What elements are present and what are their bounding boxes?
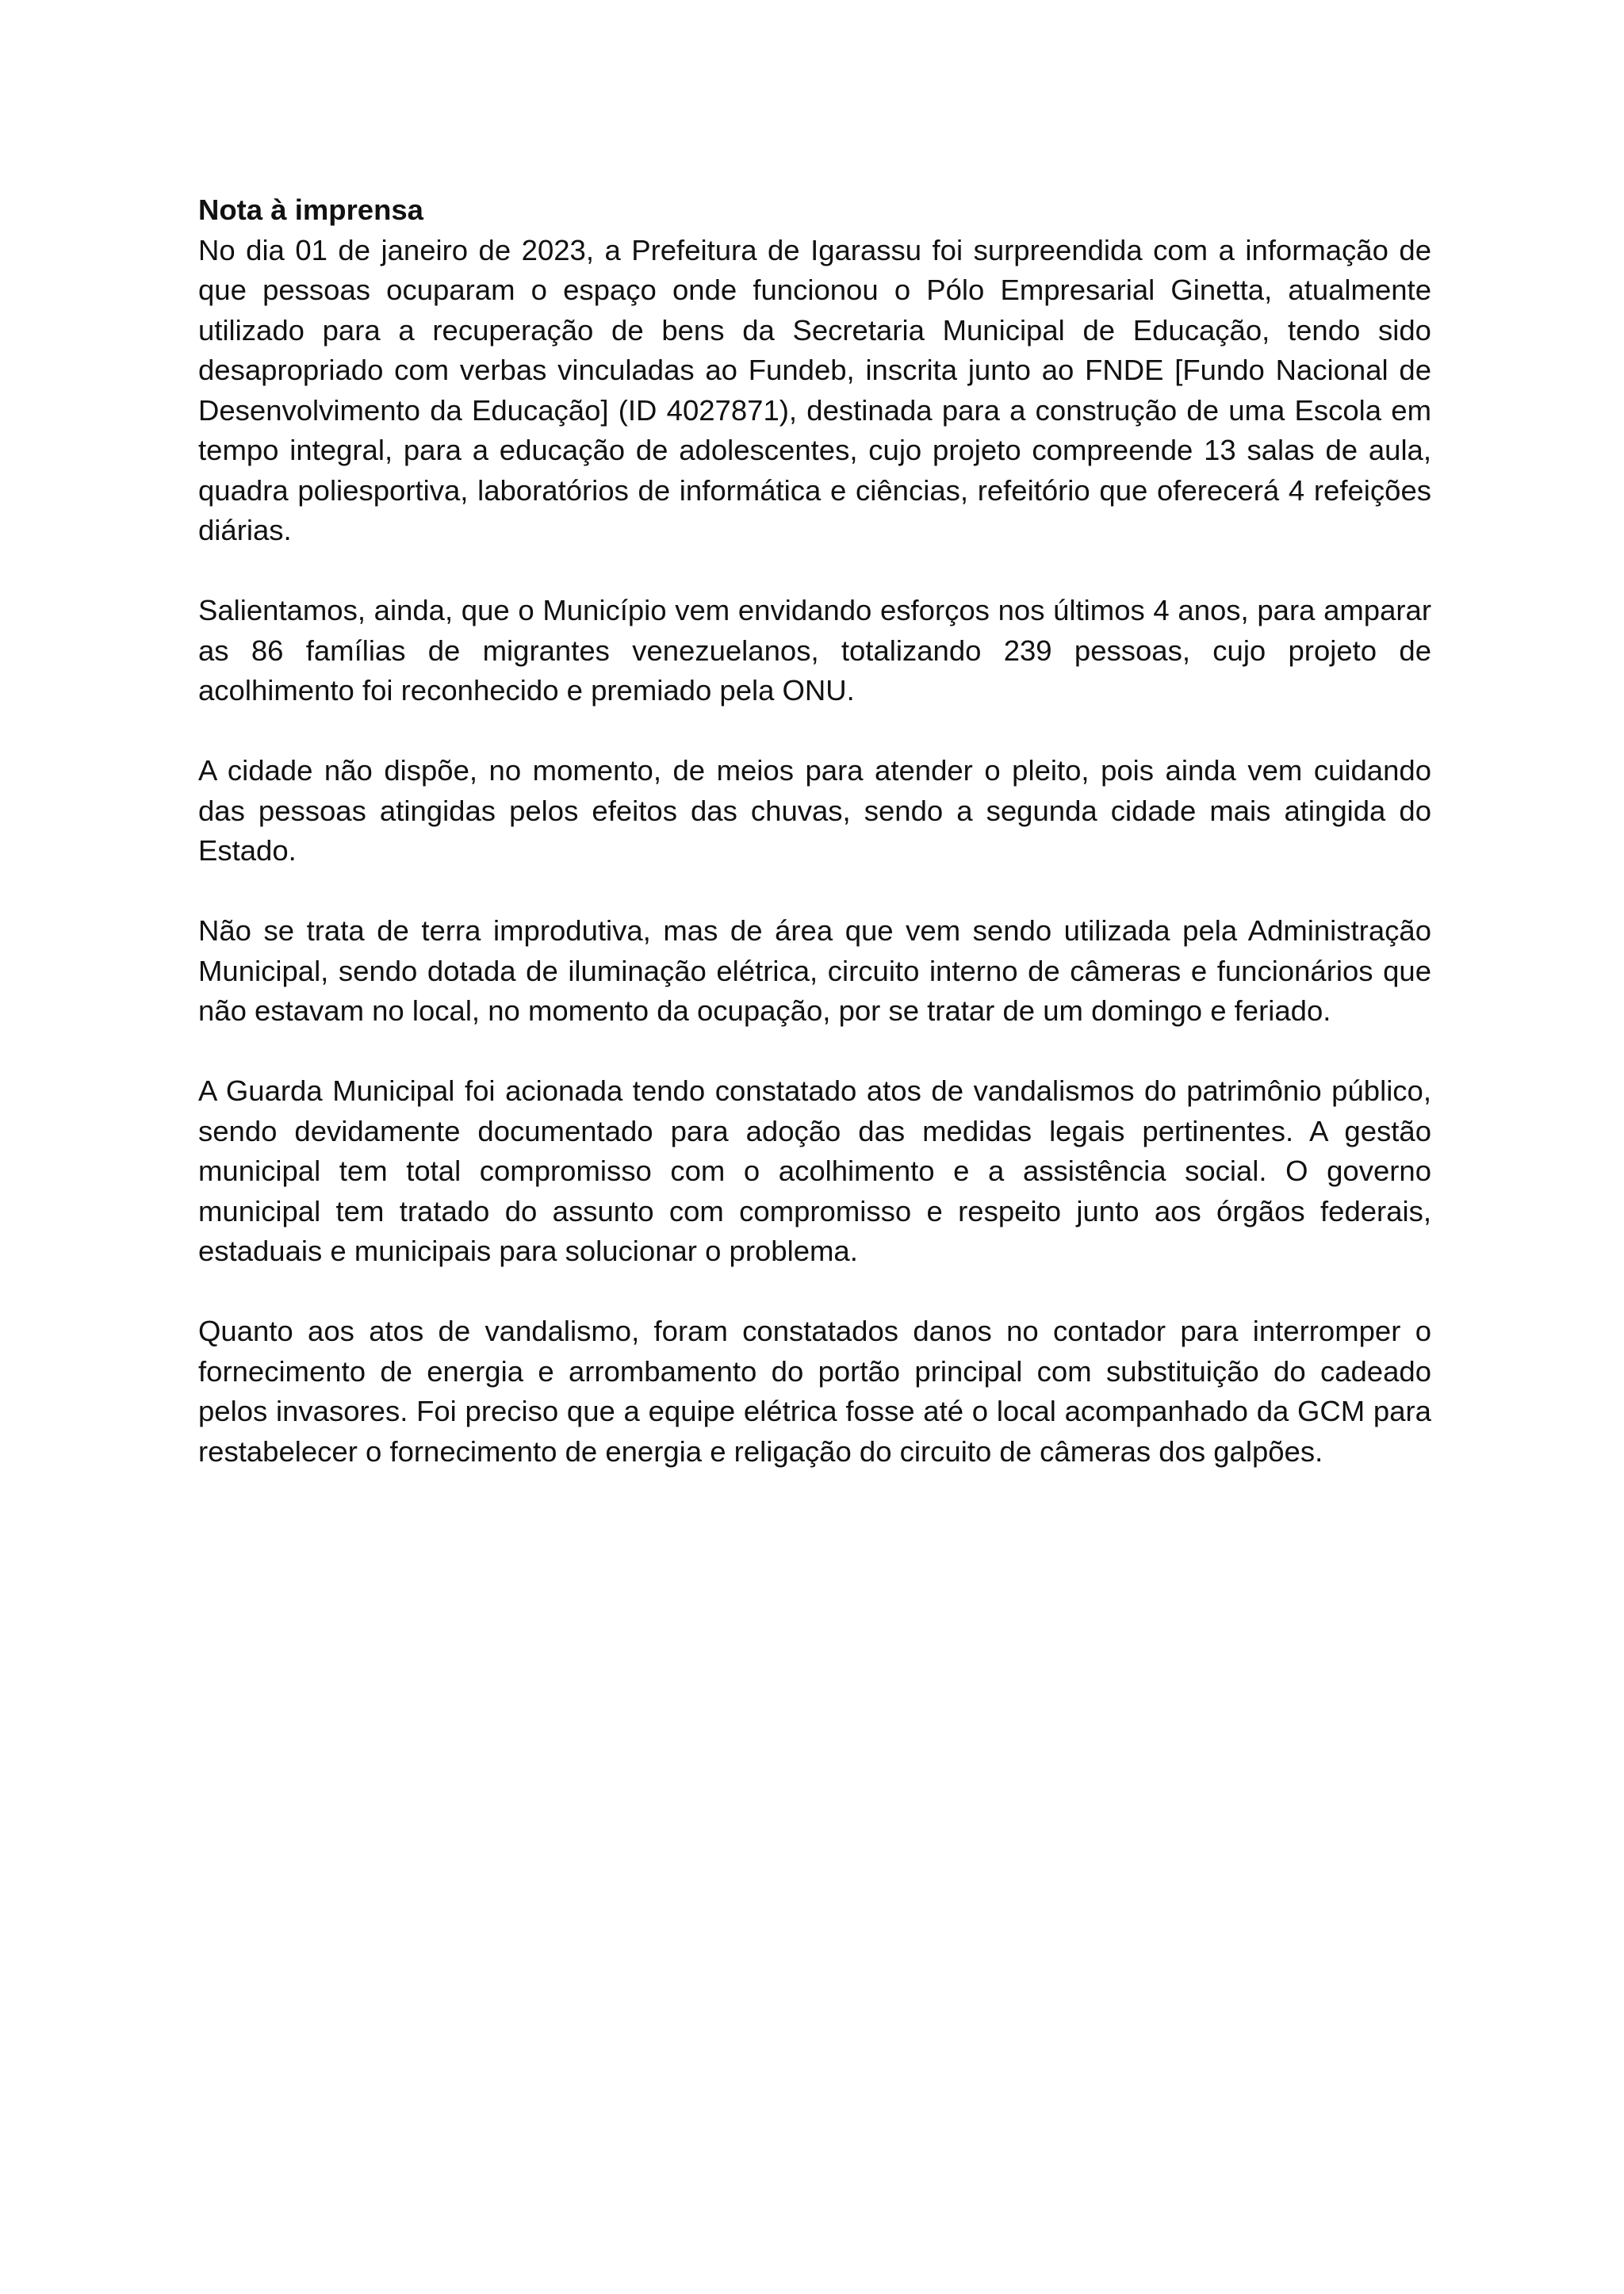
paragraph-guarda-municipal: A Guarda Municipal foi acionada tendo constatado atos de vandalismos do patrimônio público, sendo devidamente documentado para adoção das medidas legais pertinentes. A gestão municipal tem total compromisso com o acolhimento e a assistência social. O governo municipal tem tratado do assunto com compromisso e respeito junto aos órgãos federais, estaduais e municipais para solucionar o problema. bbox=[198, 1074, 1431, 1267]
paragraph-ocupacao: No dia 01 de janeiro de 2023, a Prefeitura de Igarassu foi surpreendida com a informação de que pessoas ocuparam o espaço onde funcionou o Pólo Empresarial Ginetta, atualmente utilizado para a recuperação de bens da Secretaria Municipal de Educação, tendo sido desapropriado com verbas vinculadas ao Fundeb, inscrita junto ao FNDE [Fundo Nacional de Desenvolvimento da Educação] (ID 4027871), destinada para a construção de uma Escola em tempo integral, para a educação de adolescentes, cujo projeto compreende 13 salas de aula, quadra poliesportiva, laboratórios de informática e ciências, refeitório que oferecerá 4 refeições diárias. bbox=[198, 233, 1431, 546]
paragraph-vandalismo: Quanto aos atos de vandalismo, foram constatados danos no contador para interromper o fornecimento de energia e arrombamento do portão principal com substituição do cadeado pelos invasores. Foi preciso que a equipe elétrica fosse até o local acompanhado da GCM para restabelecer o fornecimento de energia e religação do circuito de câmeras dos galpões. bbox=[198, 1315, 1431, 1468]
document-title: Nota à imprensa bbox=[198, 193, 423, 226]
paragraph-migrantes: Salientamos, ainda, que o Município vem envidando esforços nos últimos 4 anos, para amparar as 86 famílias de migrantes venezuelanos, totalizando 239 pessoas, cujo projeto de acolhimento foi reconhecido e premiado pela ONU. bbox=[198, 594, 1431, 707]
paragraph-area-utilizada: Não se trata de terra improdutiva, mas de área que vem sendo utilizada pela Administração Municipal, sendo dotada de iluminação elétrica, circuito interno de câmeras e funcionários que não estavam no local, no momento da ocupação, por se tratar de um domingo e feriado. bbox=[198, 914, 1431, 1027]
document-body bbox=[198, 190, 1431, 1512]
paragraph-chuvas: A cidade não dispõe, no momento, de meios para atender o pleito, pois ainda vem cuidando das pessoas atingidas pelos efeitos das chuvas, sendo a segunda cidade mais atingida do Estado. bbox=[198, 754, 1431, 867]
